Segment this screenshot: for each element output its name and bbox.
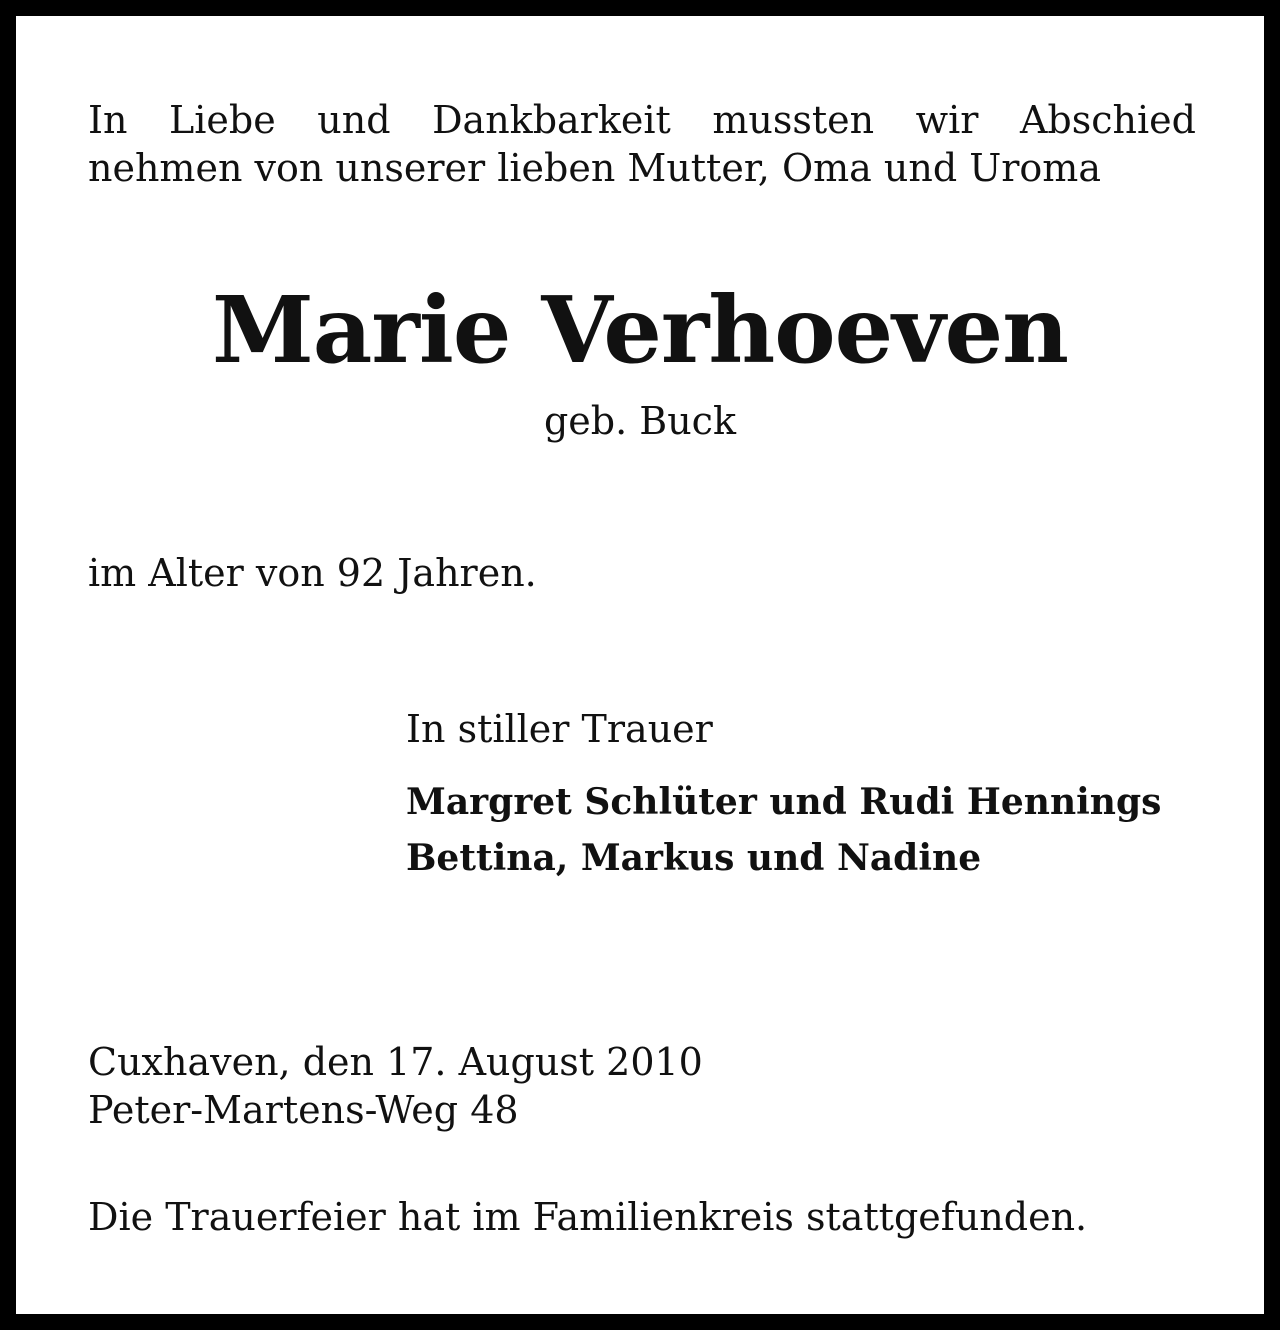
age-text: im Alter von 92 Jahren.	[88, 551, 537, 595]
ceremony-note: Die Trauerfeier hat im Familienkreis stattgefunden.	[88, 1195, 1088, 1239]
mourning-label: In stiller Trauer	[406, 707, 713, 751]
intro-line-2: nehmen von unserer lieben Mutter, Oma und Uroma	[88, 146, 1101, 190]
deceased-name: Marie Verhoeven	[211, 276, 1069, 384]
mourner-line: Bettina, Markus und Nadine	[406, 837, 982, 879]
intro-text	[88, 96, 1196, 192]
mourner-line: Margret Schlüter und Rudi Hennings	[406, 781, 1162, 823]
maiden-name: geb. Buck	[543, 399, 736, 443]
mourners-list	[406, 774, 1161, 886]
place-date: Cuxhaven, den 17. August 2010	[88, 1040, 703, 1084]
address: Peter-Martens-Weg 48	[88, 1088, 519, 1132]
intro-line-1: In Liebe und Dankbarkeit mussten wir Abschied	[88, 98, 1196, 142]
place-and-address	[88, 1038, 703, 1134]
